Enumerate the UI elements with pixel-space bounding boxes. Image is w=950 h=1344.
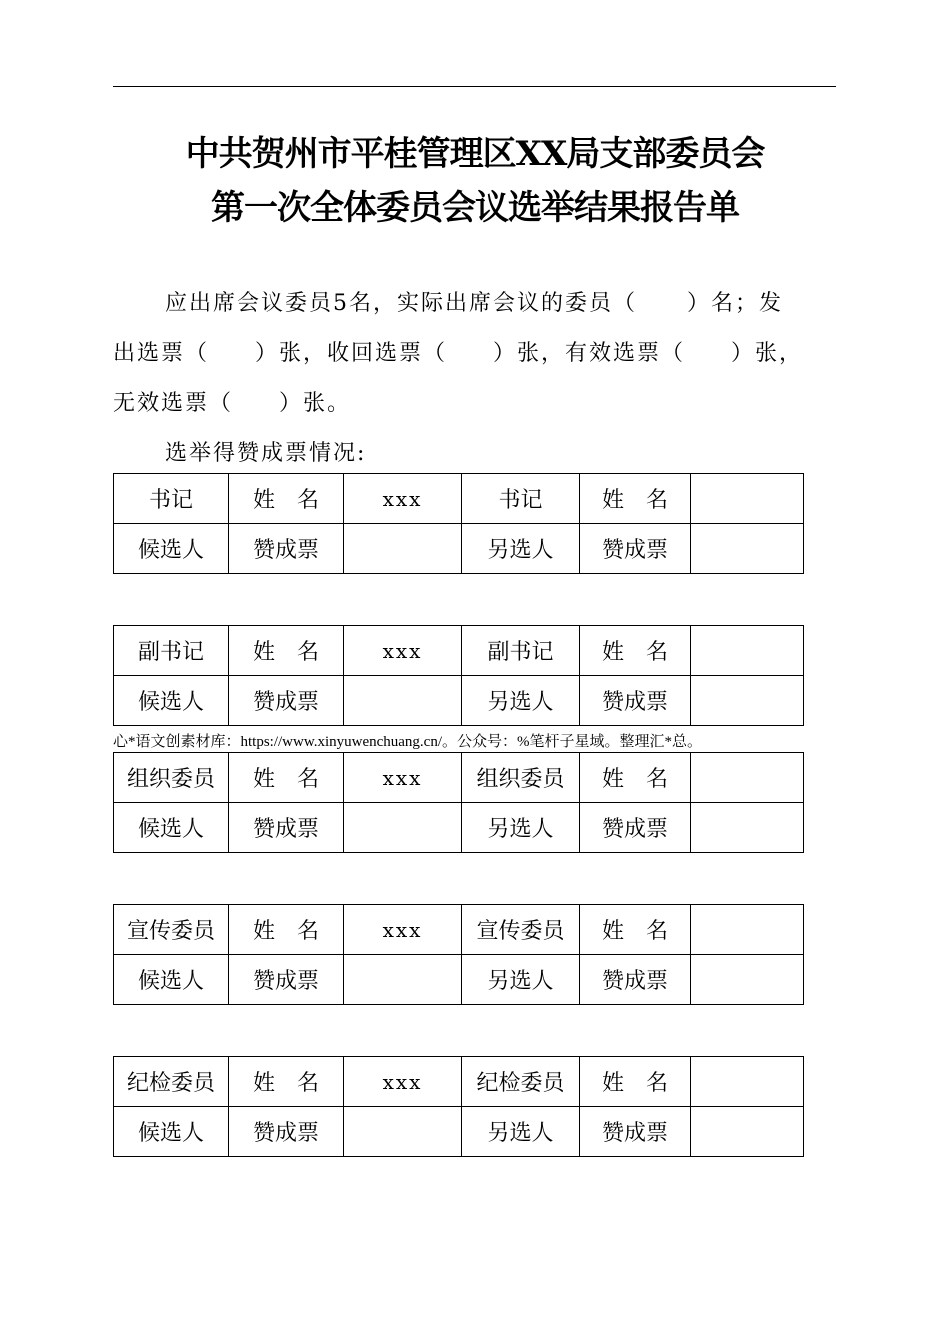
- votes-label: 赞成票: [229, 955, 344, 1005]
- other-label: 另选人: [462, 955, 580, 1005]
- position-label: 纪检委员: [462, 1057, 580, 1107]
- position-label: 宣传委员: [114, 905, 229, 955]
- vote-table-secretary: [113, 473, 804, 574]
- position-label: 宣传委员: [462, 905, 580, 955]
- votes-label: 赞成票: [229, 803, 344, 853]
- candidate-name: xxx: [344, 626, 462, 676]
- other-name-cell: [691, 474, 804, 524]
- intro-text: 应出席会议委员5名，实际出席会议的委员（: [165, 291, 637, 316]
- candidate-name: xxx: [344, 474, 462, 524]
- intro-text: ）张，有效选票（: [493, 341, 686, 366]
- intro-text: 无效选票（: [113, 391, 234, 416]
- other-name-cell: [691, 1057, 804, 1107]
- name-label: 姓 名: [580, 1057, 691, 1107]
- position-label: 副书记: [462, 626, 580, 676]
- intro-text: ）张。: [279, 391, 352, 416]
- name-label: 姓 名: [229, 753, 344, 803]
- vote-table-organization: [113, 752, 804, 853]
- other-votes-cell: [691, 955, 804, 1005]
- votes-label: 赞成票: [229, 676, 344, 726]
- candidate-votes-cell: [344, 676, 462, 726]
- candidate-votes-cell: [344, 1107, 462, 1157]
- top-rule: [113, 86, 836, 87]
- votes-label: 赞成票: [580, 524, 691, 574]
- votes-label: 赞成票: [580, 803, 691, 853]
- votes-label: 赞成票: [229, 524, 344, 574]
- other-label: 另选人: [462, 1107, 580, 1157]
- candidate-name: xxx: [344, 1057, 462, 1107]
- document-title-line2: 第一次全体委员会议选举结果报告单: [211, 188, 739, 228]
- intro-text: ）张，收回选票（: [255, 341, 448, 366]
- vote-table-deputy-secretary: [113, 625, 804, 726]
- candidate-label: 候选人: [114, 955, 229, 1005]
- vote-table-discipline: [113, 1056, 804, 1157]
- position-label: 书记: [114, 474, 229, 524]
- intro-text: 出选票（: [113, 341, 210, 366]
- intro-line1: [165, 286, 905, 317]
- name-label: 姓 名: [580, 474, 691, 524]
- votes-heading: 选举得赞成票情况:: [165, 441, 367, 466]
- candidate-votes-cell: [344, 524, 462, 574]
- other-votes-cell: [691, 1107, 804, 1157]
- intro-text: ）张，: [731, 341, 804, 366]
- name-label: 姓 名: [580, 753, 691, 803]
- intro-line3: [113, 386, 853, 417]
- position-label: 组织委员: [114, 753, 229, 803]
- intro-line2: [113, 336, 853, 367]
- candidate-votes-cell: [344, 803, 462, 853]
- other-name-cell: [691, 905, 804, 955]
- other-name-cell: [691, 626, 804, 676]
- candidate-label: 候选人: [114, 524, 229, 574]
- name-label: 姓 名: [229, 626, 344, 676]
- document-title-line1: 中共贺州市平桂管理区XX局支部委员会: [185, 134, 765, 174]
- votes-label: 赞成票: [580, 955, 691, 1005]
- other-votes-cell: [691, 676, 804, 726]
- watermark-text: 心*语文创素材库：https://www.xinyuwenchuang.cn/。公众号：%笔杆子星域。整理汇*总。: [113, 734, 702, 750]
- position-label: 书记: [462, 474, 580, 524]
- name-label: 姓 名: [580, 626, 691, 676]
- candidate-label: 候选人: [114, 803, 229, 853]
- other-name-cell: [691, 753, 804, 803]
- other-label: 另选人: [462, 676, 580, 726]
- candidate-name: xxx: [344, 753, 462, 803]
- position-label: 副书记: [114, 626, 229, 676]
- candidate-label: 候选人: [114, 1107, 229, 1157]
- candidate-name: xxx: [344, 905, 462, 955]
- other-label: 另选人: [462, 524, 580, 574]
- votes-label: 赞成票: [229, 1107, 344, 1157]
- intro-text: ）名；发: [687, 291, 784, 316]
- name-label: 姓 名: [229, 474, 344, 524]
- vote-table-publicity: [113, 904, 804, 1005]
- votes-label: 赞成票: [580, 676, 691, 726]
- other-label: 另选人: [462, 803, 580, 853]
- other-votes-cell: [691, 803, 804, 853]
- name-label: 姓 名: [229, 1057, 344, 1107]
- candidate-label: 候选人: [114, 676, 229, 726]
- name-label: 姓 名: [580, 905, 691, 955]
- candidate-votes-cell: [344, 955, 462, 1005]
- votes-label: 赞成票: [580, 1107, 691, 1157]
- name-label: 姓 名: [229, 905, 344, 955]
- position-label: 组织委员: [462, 753, 580, 803]
- position-label: 纪检委员: [114, 1057, 229, 1107]
- other-votes-cell: [691, 524, 804, 574]
